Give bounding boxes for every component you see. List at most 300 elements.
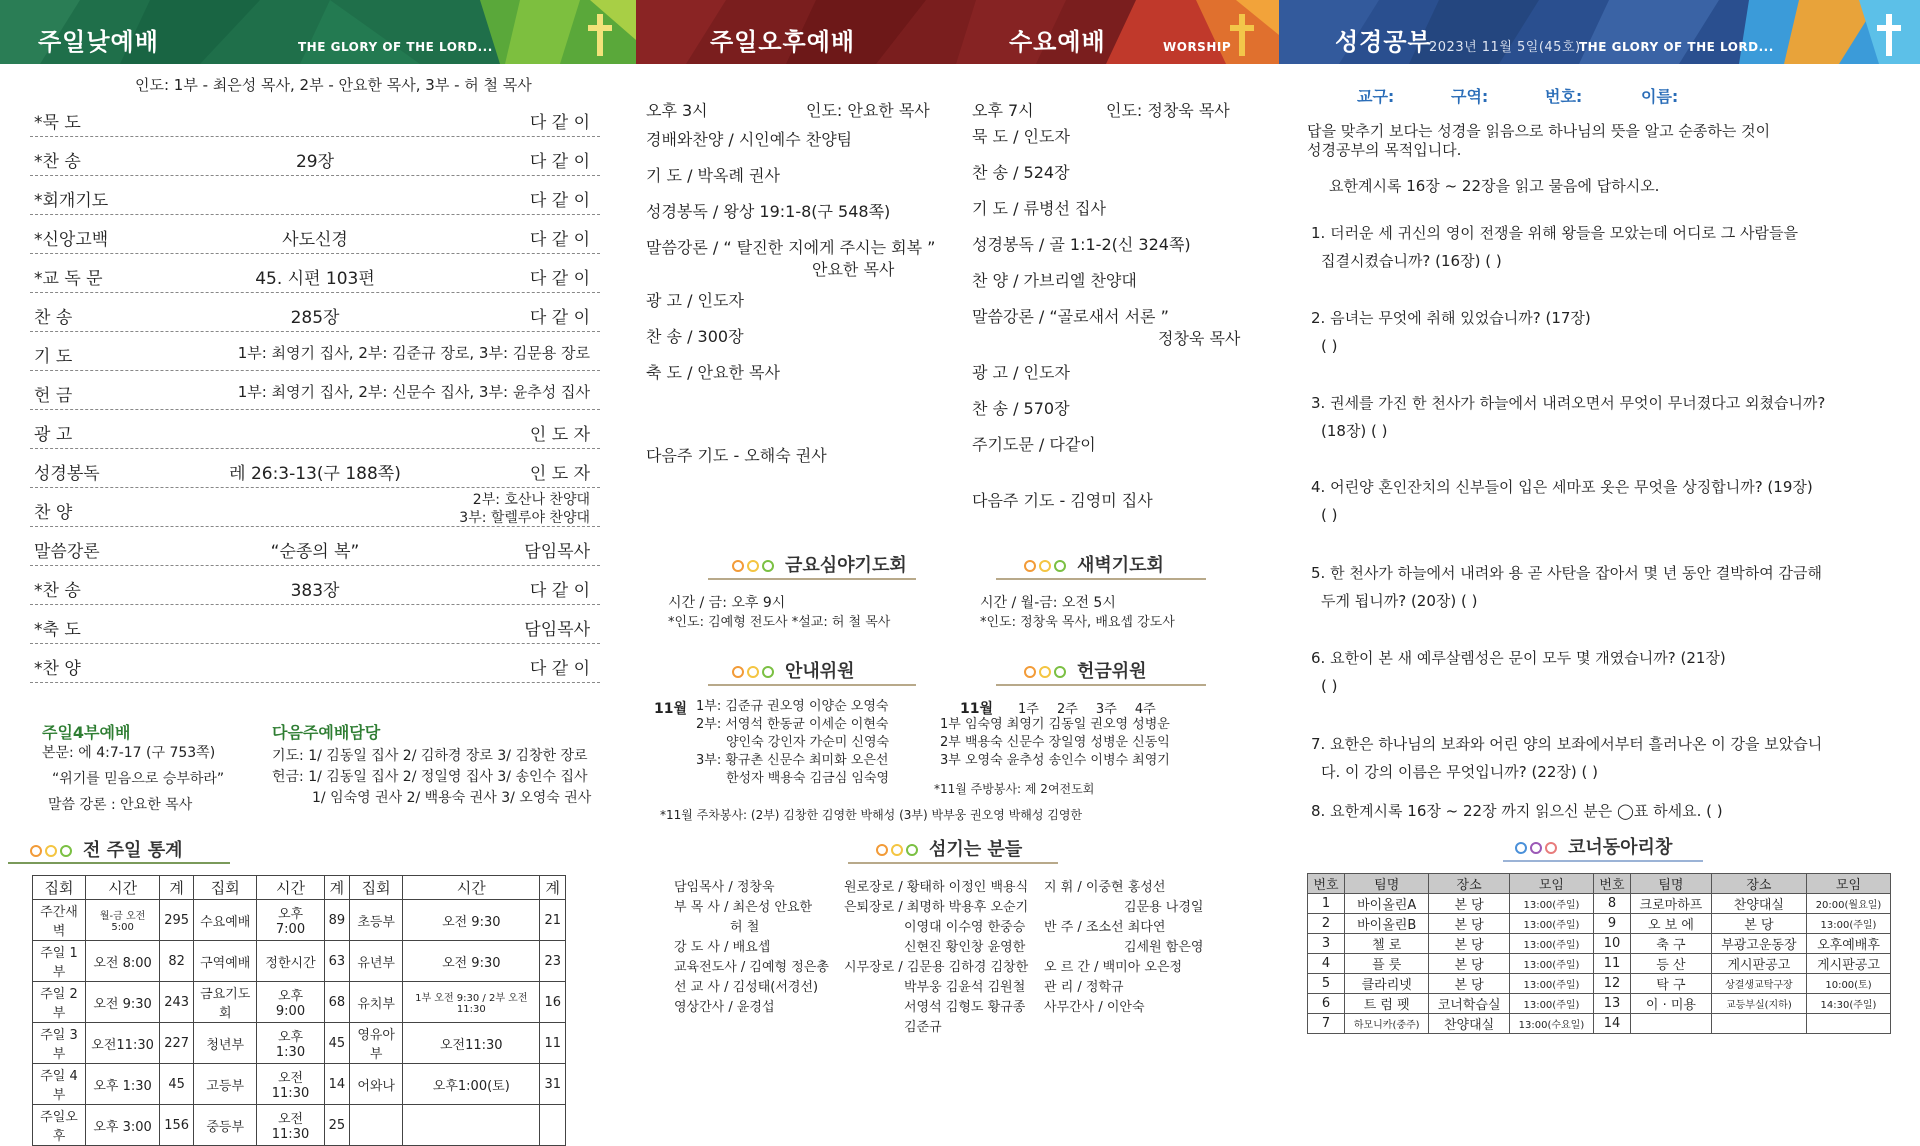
order-item: *신앙고백 (34, 230, 109, 250)
club-cell: 4 (1308, 954, 1345, 974)
servant-line: 김세원 함은영 (1124, 940, 1204, 955)
servant-line: 영상간사 / 윤경섭 (674, 1000, 775, 1015)
usher-line: 1부: 김준규 권오영 이양순 오영숙 (696, 699, 889, 714)
stats-cell: 주일 3부 (33, 1023, 86, 1064)
stats-cell: 82 (160, 941, 194, 982)
question-line: ( ) (1321, 677, 1338, 695)
club-cell: 11 (1593, 954, 1630, 974)
club-row (1308, 894, 1891, 914)
stats-cell: 오전11:30 (257, 1064, 324, 1105)
usher-line: 한성자 백용숙 김금심 임숙영 (726, 771, 890, 786)
club-cell (1806, 1014, 1890, 1034)
offering-month: 11월 (960, 701, 994, 717)
servant-line: 담임목사 / 정창욱 (674, 880, 775, 895)
club-title: 코너동아리창 (1568, 837, 1673, 858)
club-cell: 오후예배후 (1806, 934, 1890, 954)
club-cell: 첼 로 (1345, 934, 1429, 954)
stats-cell (540, 1105, 566, 1146)
wednesday-line: 말씀강론 / “골로새서 서론 ” (972, 307, 1169, 326)
stats-cell: 오전 8:00 (86, 941, 160, 982)
club-cell: 14 (1593, 1014, 1630, 1034)
wednesday-line: 기 도 / 류병선 집사 (972, 199, 1106, 218)
ushers-list (696, 698, 889, 788)
question-line: 7. 요한은 하나님의 보좌와 어린 양의 보좌에서부터 흘러나온 이 강을 보았습니 (1311, 735, 1823, 753)
servant-line: 은퇴장로 / 최명하 박용후 오순기 (844, 900, 1029, 915)
order-content: 29장 (295, 152, 335, 172)
order-by: 인 도 자 (529, 464, 590, 484)
stats-cell: 21 (540, 900, 566, 941)
order-row (30, 293, 600, 332)
question-line: ( ) (1321, 337, 1338, 355)
stats-cell: 오후1:00(토) (403, 1064, 540, 1105)
servant-line: 사무간사 / 이안숙 (1044, 1000, 1145, 1015)
club-cell: 7 (1308, 1014, 1345, 1034)
club-row (1308, 954, 1891, 974)
offering-title: 헌금위원 (1077, 661, 1147, 682)
stats-header: 시간 (257, 876, 324, 900)
club-cell: 13:00(주일) (1509, 914, 1593, 934)
stats-cell: 오후 9:00 (257, 982, 324, 1023)
ushers-heading (732, 657, 855, 683)
dots-icon (732, 662, 777, 683)
stats-cell: 11 (540, 1023, 566, 1064)
club-cell: 10 (1593, 934, 1630, 954)
bulletin-date: 2023년 11월 5일(45호) (1429, 40, 1581, 55)
divider (708, 578, 916, 580)
stats-row (33, 1023, 566, 1064)
club-row (1308, 934, 1891, 954)
club-header: 모임 (1806, 874, 1890, 894)
order-item: *회개기도 (34, 191, 109, 211)
stats-cell: 295 (160, 900, 194, 941)
order-by (459, 491, 590, 527)
servants-heading (876, 835, 1022, 861)
divider (8, 862, 230, 864)
stats-cell: 주일오후 (33, 1105, 86, 1146)
stats-header: 계 (160, 876, 194, 900)
stats-header: 집회 (194, 876, 257, 900)
club-header: 번호 (1308, 874, 1345, 894)
friday-heading (732, 551, 907, 577)
stats-cell: 유년부 (350, 941, 403, 982)
club-cell: 2 (1308, 914, 1345, 934)
club-cell: 플 룻 (1345, 954, 1429, 974)
offering-line: 3부 오영숙 윤추성 송인수 이병수 최영기 (940, 753, 1170, 768)
order-item: *찬 송 (34, 152, 81, 172)
club-cell: 13:00(주일) (1509, 954, 1593, 974)
stats-cell: 오전11:30 (257, 1105, 324, 1146)
next-week-title: 다음주예배담당 (272, 723, 381, 742)
club-cell (1711, 1014, 1806, 1034)
club-cell: 13:00(주일) (1509, 894, 1593, 914)
club-cell: 13:00(주일) (1806, 914, 1890, 934)
wednesday-line: 묵 도 / 인도자 (972, 127, 1070, 146)
servant-line: 부 목 사 / 최은성 안요한 (674, 900, 813, 915)
wednesday-title: 수요예배 (1009, 28, 1106, 56)
club-cell: 본 당 (1429, 974, 1510, 994)
afternoon-line: 경배와찬양 / 시인예수 찬양팀 (646, 130, 853, 149)
club-cell: 크로마하프 (1631, 894, 1712, 914)
stats-cell: 오전 9:30 (403, 941, 540, 982)
sunday-worship-column (0, 0, 636, 1144)
bible-study-column (1279, 0, 1920, 1061)
bible-study-header (1279, 0, 1920, 64)
club-cell: 10:00(토) (1806, 974, 1890, 994)
wednesday-line: 찬 양 / 가브리엘 찬양대 (972, 271, 1137, 290)
offering-line: 1부 임숙영 최영기 김동일 권오영 성병운 (940, 717, 1170, 732)
stats-cell: 수요예배 (194, 900, 257, 941)
afternoon-next-prayer: 다음주 기도 - 오해숙 권사 (646, 446, 827, 465)
stats-cell: 주일 4부 (33, 1064, 86, 1105)
stats-row (33, 982, 566, 1023)
order-by: 다 같 이 (529, 230, 590, 250)
servants-staff (674, 878, 829, 1018)
servant-line: 서영석 김형도 황규종 (904, 1000, 1026, 1015)
order-row (30, 332, 600, 371)
wednesday-line: 광 고 / 인도자 (972, 363, 1070, 382)
sunday-leaders: 인도: 1부 - 최은성 목사, 2부 - 안요한 목사, 3부 - 허 철 목사 (135, 76, 532, 94)
stats-cell: 89 (324, 900, 350, 941)
order-content: 사도신경 (282, 230, 348, 250)
stats-cell: 청년부 (194, 1023, 257, 1064)
question-line: 6. 요한이 본 새 예루살렘성은 문이 모두 몇 개였습니까? (21장) (1311, 649, 1726, 667)
order-content: 383장 (290, 581, 340, 601)
dots-icon (1515, 838, 1560, 859)
servants-ministry (1044, 878, 1203, 1018)
servant-line: 반 주 / 조소선 최다연 (1044, 920, 1166, 935)
next-week-offering: 헌금: 1/ 김동일 집사 2/ 정일영 집사 3/ 송인수 집사 (272, 769, 588, 785)
bible-study-title: 성경공부 (1335, 28, 1432, 56)
servant-line: 교육전도사 / 김예형 정은총 (674, 960, 829, 975)
friday-title: 금요심야기도회 (785, 555, 907, 576)
order-by: 다 같 이 (529, 191, 590, 211)
dots-icon (1024, 556, 1069, 577)
stats-cell: 68 (324, 982, 350, 1023)
afternoon-line: 기 도 / 박옥례 권사 (646, 166, 780, 185)
club-cell: 본 당 (1429, 954, 1510, 974)
afternoon-line: 안요한 목사 (812, 260, 895, 279)
servant-line: 신현진 황인창 윤영한 (904, 940, 1026, 955)
club-cell: 3 (1308, 934, 1345, 954)
order-content: 레 26:3-13(구 188쪽) (229, 464, 401, 484)
order-row (30, 527, 600, 566)
club-cell: 코너학습실 (1429, 994, 1510, 1014)
order-item: 광 고 (34, 425, 73, 445)
dots-icon (876, 840, 921, 861)
stats-cell: 243 (160, 982, 194, 1023)
order-row (30, 176, 600, 215)
club-table (1307, 873, 1891, 1034)
field-zone[interactable]: 구역: (1451, 87, 1489, 106)
dots-icon (1024, 662, 1069, 683)
stats-cell: 156 (160, 1105, 194, 1146)
club-cell: 이 · 미용 (1631, 994, 1712, 1014)
club-cell: 12 (1593, 974, 1630, 994)
sunday-worship-tagline: THE GLORY OF THE LORD... (298, 40, 493, 54)
club-header: 장소 (1429, 874, 1510, 894)
stats-cell: 16 (540, 982, 566, 1023)
order-by: 다 같 이 (529, 581, 590, 601)
stats-row (33, 1105, 566, 1146)
intro-line-1: 답을 맞추기 보다는 성경을 읽음으로 하나님의 뜻을 알고 순종하는 것이 (1307, 122, 1771, 140)
usher-line: 2부: 서영석 한동균 이세순 이현숙 (696, 717, 889, 732)
wednesday-time: 오후 7시 (972, 101, 1034, 120)
question-line: 두게 됩니까? (20장) ( ) (1321, 592, 1478, 610)
intro-line-2: 성경공부의 목적입니다. (1307, 141, 1462, 159)
servant-line: 선 교 사 / 김성태(서경선) (674, 980, 819, 995)
order-by: 담임목사 (524, 620, 590, 640)
cross-icon (1877, 14, 1901, 56)
club-cell: 게시판공고 (1806, 954, 1890, 974)
dots-icon (732, 556, 777, 577)
club-cell (1631, 1014, 1712, 1034)
club-cell: 13 (1593, 994, 1630, 1014)
stats-row (33, 1064, 566, 1105)
stats-cell: 14 (324, 1064, 350, 1105)
wednesday-next-prayer: 다음주 기도 - 김영미 집사 (972, 491, 1153, 510)
afternoon-leader: 인도: 안요한 목사 (806, 101, 930, 120)
order-by: 다 같 이 (529, 659, 590, 679)
club-cell: 13:00(주일) (1509, 994, 1593, 1014)
afternoon-line: 광 고 / 인도자 (646, 291, 744, 310)
afternoon-line: 찬 송 / 300장 (646, 327, 744, 346)
club-cell: 6 (1308, 994, 1345, 1014)
friday-time: 시간 / 금: 오후 9시 (668, 595, 786, 611)
club-cell: 바이올린A (1345, 894, 1429, 914)
club-cell: 등 산 (1631, 954, 1712, 974)
order-by: 담임목사 (524, 542, 590, 562)
dawn-leader: *인도: 정창욱 목사, 배요셉 강도사 (980, 615, 1175, 630)
order-by: 다 같 이 (529, 152, 590, 172)
next-week-offering-2: 1/ 임숙영 권사 2/ 백용숙 권사 3/ 오영숙 권사 (312, 790, 592, 806)
order-row (30, 371, 600, 410)
stats-cell: 유치부 (350, 982, 403, 1023)
next-week-prayer: 기도: 1/ 김동일 집사 2/ 김하경 장로 3/ 김창한 장로 (272, 748, 588, 764)
afternoon-title: 주일오후예배 (710, 28, 856, 56)
order-row (30, 566, 600, 605)
order-item: 찬 양 (34, 503, 73, 523)
field-name[interactable]: 이름: (1641, 87, 1679, 106)
divider (996, 578, 1206, 580)
order-row (30, 644, 600, 683)
stats-header: 시간 (403, 876, 540, 900)
wednesday-line: 찬 송 / 524장 (972, 163, 1070, 182)
club-row (1308, 974, 1891, 994)
stats-cell: 63 (324, 941, 350, 982)
order-item: *교 독 문 (34, 269, 103, 289)
servants-title: 섬기는 분들 (929, 839, 1023, 860)
worship-tagline: WORSHIP (1163, 40, 1232, 54)
instruction: 요한계시록 16장 ~ 22장을 읽고 물음에 답하시오. (1329, 177, 1660, 195)
wednesday-line: 주기도문 / 다같이 (972, 435, 1096, 454)
stats-cell: 오전11:30 (403, 1023, 540, 1064)
stats-cell: 1부 오전 9:30 / 2부 오전 11:30 (403, 982, 540, 1023)
offering-list (940, 716, 1170, 770)
servant-line: 김문용 나경일 (1124, 900, 1204, 915)
order-item: 찬 송 (34, 308, 73, 328)
club-heading (1515, 833, 1672, 859)
club-row (1308, 1014, 1891, 1034)
club-cell: 찬양대실 (1429, 1014, 1510, 1034)
stats-header: 계 (540, 876, 566, 900)
club-header: 모임 (1509, 874, 1593, 894)
club-cell: 본 당 (1429, 934, 1510, 954)
order-by: 1부: 최영기 집사, 2부: 신문수 집사, 3부: 윤추성 집사 (237, 383, 590, 401)
fourth-service-sermon: “위기를 믿음으로 승부하라” (52, 771, 225, 787)
stats-cell: 영유아부 (350, 1023, 403, 1064)
club-cell: 상결생교탁구장 (1711, 974, 1806, 994)
wednesday-line: 찬 송 / 570장 (972, 399, 1070, 418)
order-content: 45. 시편 103편 (255, 269, 375, 289)
stats-cell: 오전 9:30 (403, 900, 540, 941)
stats-header: 집회 (350, 876, 403, 900)
afternoon-time: 오후 3시 (646, 101, 708, 120)
stats-cell: 25 (324, 1105, 350, 1146)
order-item: 성경봉독 (34, 464, 100, 484)
club-cell: 교등부실(지하) (1711, 994, 1806, 1014)
field-district[interactable]: 교구: (1357, 87, 1395, 106)
club-cell: 20:00(월요일) (1806, 894, 1890, 914)
club-cell: 본 당 (1429, 894, 1510, 914)
stats-cell: 오후 3:00 (86, 1105, 160, 1146)
stats-cell: 초등부 (350, 900, 403, 941)
stats-cell (350, 1105, 403, 1146)
stats-cell: 23 (540, 941, 566, 982)
stats-cell: 오전 9:30 (86, 982, 160, 1023)
servant-line: 허 철 (730, 920, 760, 935)
offering-heading (1024, 657, 1147, 683)
question-line: 3. 권세를 가진 한 천사가 하늘에서 내려오면서 무엇이 무너졌다고 외쳤습니까? (1311, 394, 1826, 412)
servant-line: 원로장로 / 황태하 이정인 백용식 (844, 880, 1029, 895)
afternoon-wednesday-column (636, 0, 1279, 1061)
order-by: 인 도 자 (529, 425, 590, 445)
club-cell: 바이올린B (1345, 914, 1429, 934)
question-line: 2. 음녀는 무엇에 취해 있었습니까? (17장) (1311, 309, 1591, 327)
order-item: *축 도 (34, 620, 81, 640)
stats-cell (403, 1105, 540, 1146)
servant-line: 지 휘 / 이중현 홍성선 (1044, 880, 1166, 895)
club-cell: 13:00(주일) (1509, 974, 1593, 994)
order-item: *묵 도 (34, 113, 81, 133)
afternoon-line: 축 도 / 안요한 목사 (646, 363, 780, 382)
club-cell: 클라리넷 (1345, 974, 1429, 994)
usher-line: 3부: 황규촌 신문수 최미화 오은선 (696, 753, 889, 768)
stats-cell: 주일 1부 (33, 941, 86, 982)
stats-row (33, 900, 566, 941)
club-header: 팀명 (1631, 874, 1712, 894)
club-cell: 오 보 에 (1631, 914, 1712, 934)
order-item: *찬 송 (34, 581, 81, 601)
divider (848, 862, 1058, 864)
order-by-line: 2부: 호산나 찬양대 (472, 492, 590, 508)
club-cell: 찬양대실 (1711, 894, 1806, 914)
afternoon-line: 성경봉독 / 왕상 19:1-8(구 548쪽) (646, 202, 891, 221)
friday-leader: *인도: 김예형 전도사 *설교: 허 철 목사 (668, 615, 891, 630)
stats-cell: 금요기도회 (194, 982, 257, 1023)
stats-cell: 45 (160, 1064, 194, 1105)
dawn-title: 새벽기도회 (1077, 555, 1164, 576)
stats-header: 집회 (33, 876, 86, 900)
servant-line: 박부웅 김윤석 김원철 (904, 980, 1026, 995)
club-cell: 13:00(주일) (1509, 934, 1593, 954)
club-cell: 트 럼 펫 (1345, 994, 1429, 1014)
question-line: 1. 더러운 세 귀신의 영이 전쟁을 위해 왕들을 모았는데 어디로 그 사람들을 (1311, 224, 1798, 242)
club-cell: 13:00(수요일) (1509, 1014, 1593, 1034)
usher-line: 양인숙 강인자 가순미 신영숙 (726, 735, 890, 750)
stats-heading (30, 836, 182, 862)
order-item: 기 도 (34, 347, 73, 367)
club-cell: 5 (1308, 974, 1345, 994)
order-by: 1부: 최영기 집사, 2부: 김준규 장로, 3부: 김문용 장로 (237, 344, 590, 362)
question-line: (18장) ( ) (1321, 422, 1388, 440)
order-content: “순종의 복” (270, 542, 360, 562)
order-row (30, 410, 600, 449)
club-row (1308, 994, 1891, 1014)
club-header: 번호 (1593, 874, 1630, 894)
stats-cell: 오후 7:00 (257, 900, 324, 941)
stats-cell: 오후 1:30 (86, 1064, 160, 1105)
dots-icon (30, 841, 75, 862)
stats-cell: 31 (540, 1064, 566, 1105)
club-header: 팀명 (1345, 874, 1429, 894)
servant-line: 김준규 (904, 1020, 942, 1035)
order-item: *찬 양 (34, 659, 81, 679)
stats-header: 시간 (86, 876, 160, 900)
question-line: 8. 요한계시록 16장 ~ 22장 까지 읽으신 분은 ◯표 하세요. ( ) (1311, 802, 1723, 820)
stats-title: 전 주일 통계 (83, 840, 183, 861)
stats-cell: 정한시간 (257, 941, 324, 982)
kitchen-service: *11월 주방봉사: 제 2여전도회 (934, 782, 1095, 796)
club-cell: 1 (1308, 894, 1345, 914)
wednesday-leader: 인도: 정창욱 목사 (1106, 101, 1230, 120)
order-row (30, 488, 600, 527)
club-cell: 게시판공고 (1711, 954, 1806, 974)
club-header: 장소 (1711, 874, 1806, 894)
order-row (30, 215, 600, 254)
club-cell: 본 당 (1429, 914, 1510, 934)
stats-cell: 45 (324, 1023, 350, 1064)
servant-line: 관 리 / 정학규 (1044, 980, 1124, 995)
question-line: 다. 이 강의 이름은 무엇입니까? (22장) ( ) (1321, 763, 1598, 781)
servants-elders (844, 878, 1028, 1038)
fourth-service-preacher: 말씀 강론 : 안요한 목사 (48, 797, 193, 813)
order-row (30, 605, 600, 644)
stats-cell: 고등부 (194, 1064, 257, 1105)
stats-cell: 월-금 오전 5:00 (86, 900, 160, 941)
stats-cell: 오전11:30 (86, 1023, 160, 1064)
order-item: 헌 금 (34, 386, 73, 406)
stats-cell: 어와나 (350, 1064, 403, 1105)
club-cell: 8 (1593, 894, 1630, 914)
fourth-service-title: 주일4부예배 (42, 723, 131, 742)
stats-cell: 주일 2부 (33, 982, 86, 1023)
stats-header: 계 (324, 876, 350, 900)
afternoon-header (636, 0, 1279, 64)
divider (708, 684, 916, 686)
order-by: 다 같 이 (529, 308, 590, 328)
fourth-service-text: 본문: 에 4:7-17 (구 753쪽) (42, 745, 216, 761)
stats-cell: 227 (160, 1023, 194, 1064)
stats-cell: 주간새벽 (33, 900, 86, 941)
field-number[interactable]: 번호: (1545, 87, 1583, 106)
club-cell: 탁 구 (1631, 974, 1712, 994)
dawn-time: 시간 / 월-금: 오전 5시 (980, 595, 1116, 611)
offering-weeks: 1주 2주 3주 4주 (1018, 702, 1156, 717)
order-by: 다 같 이 (529, 269, 590, 289)
club-cell: 본 당 (1711, 914, 1806, 934)
sunday-worship-header (0, 0, 636, 64)
bible-study-tagline: THE GLORY OF THE LORD... (1579, 40, 1774, 54)
